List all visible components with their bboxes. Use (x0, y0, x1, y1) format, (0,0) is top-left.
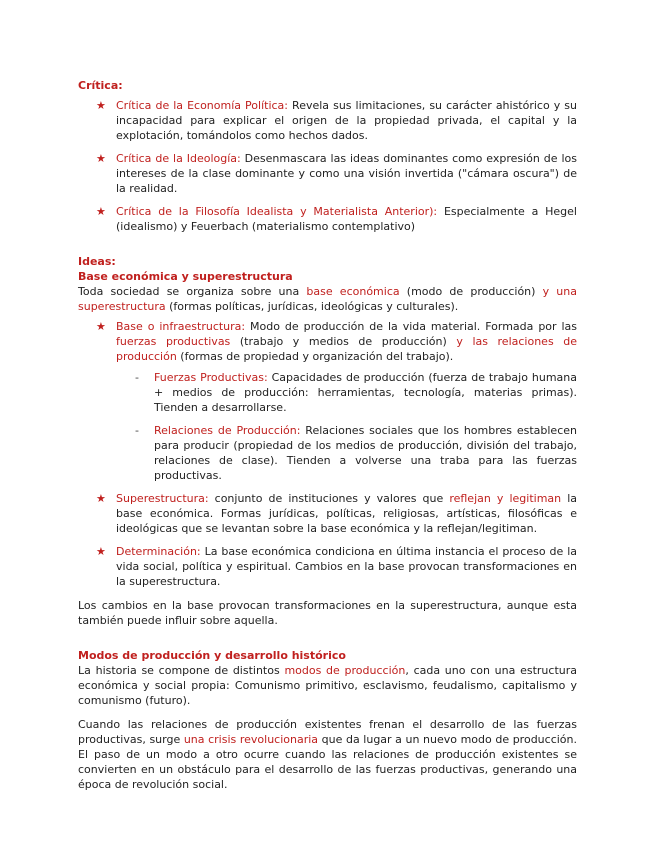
list-item (78, 151, 577, 196)
text-run: (formas políticas, jurídicas, ideológicas y culturales). (165, 300, 459, 313)
ideas-list (78, 319, 577, 589)
item-title: Base o infraestructura: (116, 320, 246, 333)
text-run: , cada uno con una estructura económica y social propia: Comunismo primitivo, esclavismo, feudalismo, capitalismo y comunismo (futuro). (78, 664, 577, 707)
item-title: Superestructura: (116, 492, 209, 505)
dash-bullet-icon: - (135, 424, 139, 437)
modos-paragraph-1 (78, 663, 577, 708)
highlight-run: modos de producción (284, 664, 406, 677)
text-run: La historia se compone de distintos (78, 664, 285, 677)
item-text: Capacidades de producción (fuerza de trabajo humana + medios de producción: herramientas, tecnología, materias primas). Tienden a desarrollarse. (154, 371, 577, 414)
critica-heading: Crítica: (78, 79, 123, 92)
base-sublist (116, 370, 577, 483)
star-bullet-icon: ★ (96, 320, 106, 333)
list-item-superestructura (78, 491, 577, 536)
highlight-run: base económica (306, 285, 400, 298)
highlight-run: fuerzas productivas (116, 335, 231, 348)
text-run: la base económica. Formas jurídicas, políticas, religiosas, artísticas, filosóficas e ideológicas que se levantan sobre la base económica y la reflejan/legitiman. (116, 492, 577, 535)
critica-list (78, 98, 577, 234)
text-run: Cuando las relaciones de producción existentes frenan el desarrollo de las fuerzas productivas, surge (78, 718, 577, 746)
star-bullet-icon: ★ (96, 545, 106, 558)
highlight-run: una crisis revolucionaria (183, 733, 319, 746)
ideas-closing-paragraph: Los cambios en la base provocan transformaciones en la superestructura, aunque esta también puede influir sobre aquella. (78, 599, 577, 627)
item-title: Fuerzas Productivas: (154, 371, 268, 384)
sublist-item (116, 423, 577, 483)
text-run: (modo de producción) (399, 285, 543, 298)
base-superestructura-subheading: Base económica y superestructura (78, 270, 293, 283)
text-run: que da lugar a un nuevo modo de producción. El paso de un modo a otro ocurre cuando las relaciones de producción existentes se convierten en un obstáculo para el desarrollo de las fuerzas productivas, generando una época de revolución social. (78, 733, 577, 791)
text-run: conjunto de instituciones y valores que (208, 492, 450, 505)
list-item-determinacion (78, 544, 577, 589)
ideas-intro-paragraph (78, 284, 577, 314)
item-title: Crítica de la Economía Política: (116, 99, 289, 112)
item-title: Relaciones de Producción: (154, 424, 301, 437)
star-bullet-icon: ★ (96, 492, 106, 505)
highlight-run: y las relaciones de producción (116, 335, 577, 363)
star-bullet-icon: ★ (96, 205, 106, 218)
item-text: Revela sus limitaciones, su carácter ahistórico y su incapacidad para explicar el origen de la propiedad privada, el capital y la explotación, tomándolos como hechos dados. (116, 99, 578, 142)
star-bullet-icon: ★ (96, 99, 106, 112)
item-text: Especialmente a Hegel (idealismo) y Feuerbach (materialismo contemplativo) (116, 205, 577, 233)
modos-subheading: Modos de producción y desarrollo histórico (78, 649, 346, 662)
ideas-heading: Ideas: (78, 255, 116, 268)
star-bullet-icon: ★ (96, 152, 106, 165)
list-item-base (78, 319, 577, 483)
list-item (78, 98, 577, 143)
item-text: Desenmascara las ideas dominantes como expresión de los intereses de la clase dominante y como una visión invertida ("cámara oscura") de la realidad. (116, 152, 577, 195)
sublist-item (116, 370, 577, 415)
text-run: Modo de producción de la vida material. Formada por las (245, 320, 578, 333)
item-title: Crítica de la Ideología: (116, 152, 241, 165)
text-run: (formas de propiedad y organización del trabajo). (176, 350, 454, 363)
text-run: Toda sociedad se organiza sobre una (78, 285, 307, 298)
highlight-run: reflejan y legitiman (449, 492, 562, 505)
list-item (78, 204, 577, 234)
item-title: Crítica de la Filosofía Idealista y Materialista Anterior): (116, 205, 438, 218)
item-text: La base económica condiciona en última instancia el proceso de la vida social, política y espiritual. Cambios en la base provocan transformaciones en la superestructura. (116, 545, 577, 588)
item-text: Relaciones sociales que los hombres establecen para producir (propiedad de los medios de producción, división del trabajo, relaciones de clase). Tienden a volverse una traba para las fuerzas productivas. (154, 424, 577, 482)
text-run: (trabajo y medios de producción) (230, 335, 457, 348)
highlight-run: y una superestructura (78, 285, 577, 313)
item-title: Determinación: (116, 545, 201, 558)
modos-paragraph-2 (78, 717, 577, 792)
dash-bullet-icon: - (135, 371, 139, 384)
